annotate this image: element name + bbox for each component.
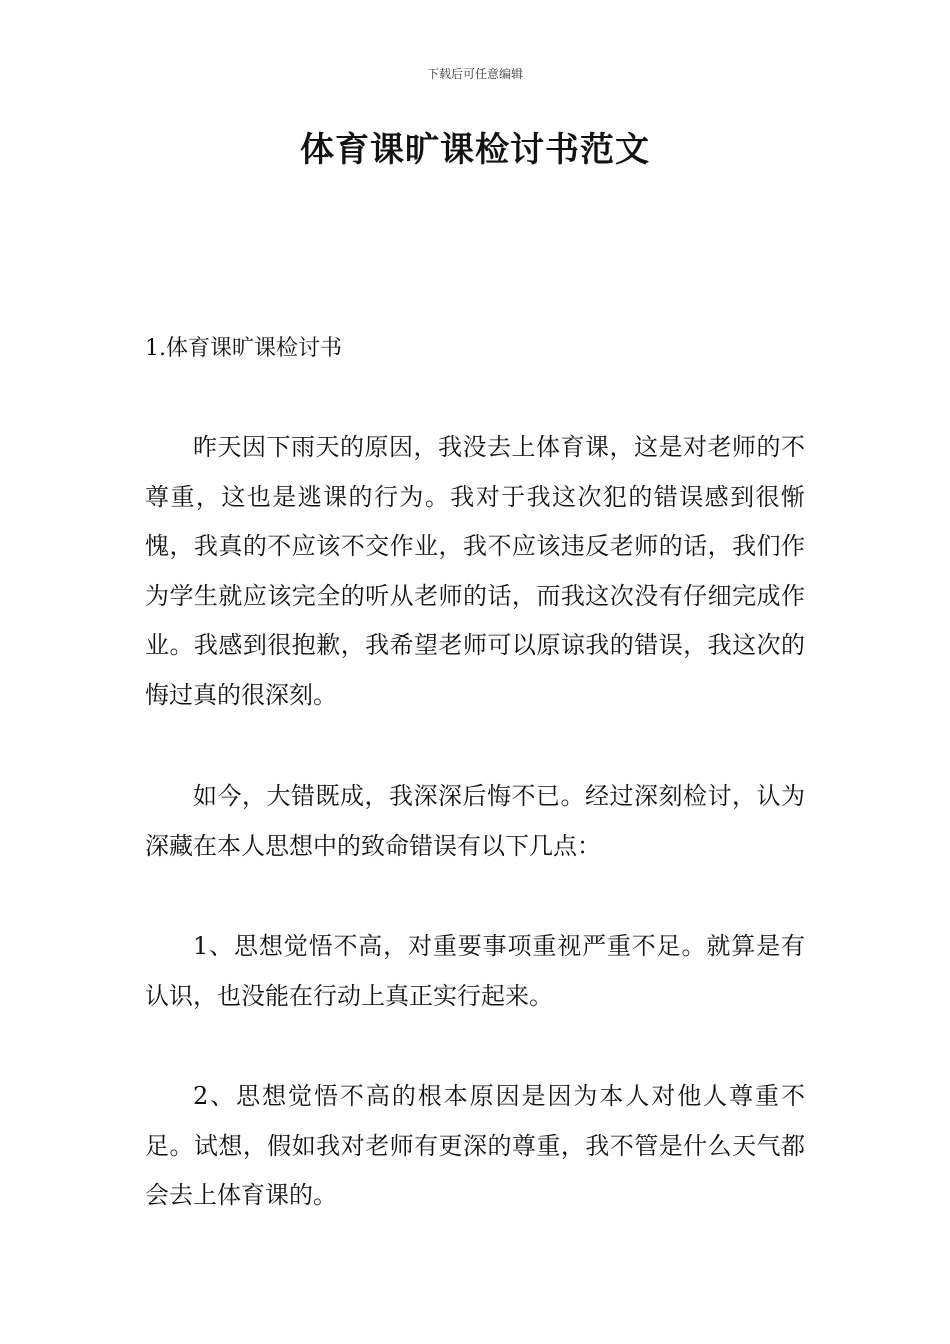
paragraph-3: 1、思想觉悟不高，对重要事项重视严重不足。就算是有认识，也没能在行动上真正实行起来。 [145, 932, 805, 1010]
section-heading: 1.体育课旷课检讨书 [145, 336, 342, 361]
paragraph-1: 昨天因下雨天的原因，我没去上体育课，这是对老师的不尊重，这也是逃课的行为。我对于我这次犯的错误感到很惭愧，我真的不应该不交作业，我不应该违反老师的话，我们作为学生就应该完全的听从老师的话，而我这次没有仔细完成作业。我感到很抱歉，我希望老师可以原谅我的错误，我这次的悔过真的很深刻。 [145, 433, 805, 709]
header-note: 下载后可任意编辑 [426, 67, 523, 81]
paragraph-2: 如今，大错既成，我深深后悔不已。经过深刻检讨，认为深藏在本人思想中的致命错误有以下几点： [145, 782, 805, 860]
paragraph-4: 2、思想觉悟不高的根本原因是因为本人对他人尊重不足。试想，假如我对老师有更深的尊重，我不管是什么天气都会去上体育课的。 [145, 1082, 805, 1209]
document-title: 体育课旷课检讨书范文 [300, 130, 650, 170]
